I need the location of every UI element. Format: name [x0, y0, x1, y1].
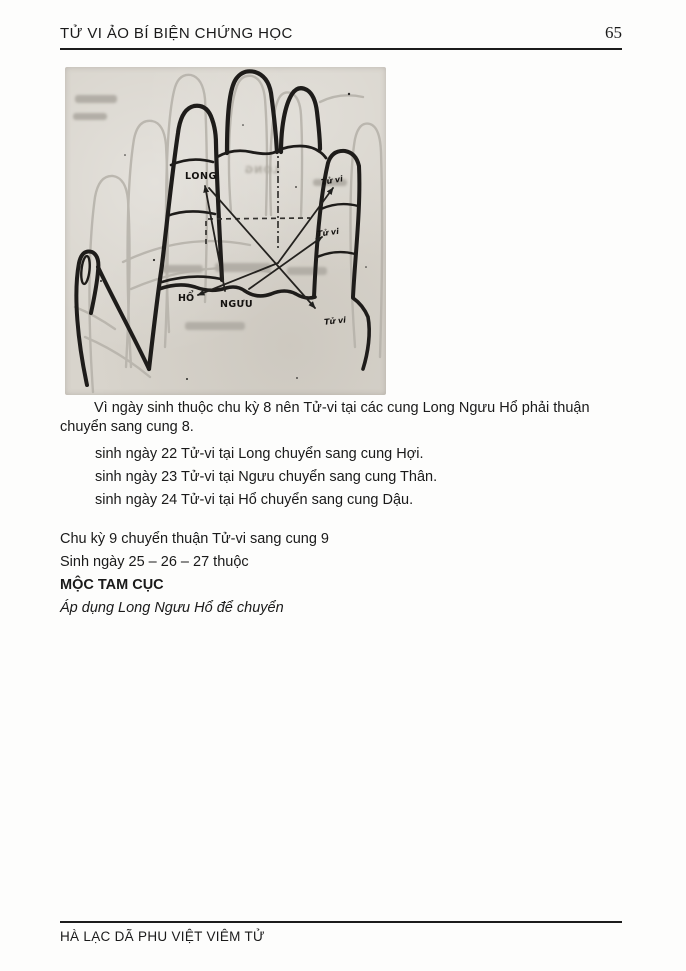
- label-tuvi-top: Tử vi: [320, 174, 344, 187]
- pinky-crease-2: [317, 252, 355, 257]
- label-tuvi-mid: Tử vi: [316, 226, 340, 239]
- pinky-crease-1: [321, 204, 358, 209]
- middle-finger-outline: [227, 71, 277, 153]
- italic-note: Áp dụng Long Ngưu Hổ để chuyển: [60, 600, 284, 616]
- label-ho: HỔ: [178, 293, 195, 304]
- cycle-line: Chu kỳ 9 chuyển thuận Tử-vi sang cung 9: [60, 531, 329, 547]
- index-base-crease: [162, 277, 221, 282]
- paragraph-intro: Vì ngày sinh thuộc chu kỳ 8 nên Tử-vi tại các cung Long Ngưu Hổ phải thuận chuyển sang cung 8.: [60, 400, 590, 435]
- page-number: 65: [605, 23, 622, 42]
- footer-author: HÀ LẠC DÃ PHU VIỆT VIÊM TỬ: [60, 929, 265, 944]
- birth-line: Sinh ngày 25 – 26 – 27 thuộc: [60, 554, 249, 570]
- page-footer: [60, 921, 622, 944]
- arrow-center-to-tuvi-top: [278, 188, 333, 263]
- label-tuvi-bottom: Tử vi: [323, 315, 347, 327]
- running-title: TỬ VI ẢO BÍ BIỆN CHỨNG HỌC: [60, 25, 293, 42]
- day-line: sinh ngày 23 Tử-vi tại Ngưu chuyển sang cung Thân.: [95, 469, 438, 485]
- page-header: [60, 23, 622, 50]
- label-long: LONG: [185, 171, 217, 182]
- thumb-inner-edge: [98, 267, 149, 369]
- thumb-outline: [76, 251, 98, 385]
- day-line: sinh ngày 22 Tử-vi tại Long chuyển sang cung Hợi.: [95, 446, 424, 462]
- section-heading: MỘC TAM CỤC: [60, 577, 164, 593]
- palm-right-edge: [353, 298, 369, 369]
- ghost-long-label: LONG: [243, 165, 279, 176]
- palm-diagram-figure: [65, 67, 386, 395]
- label-nguu: NGƯU: [220, 299, 253, 310]
- day-line: sinh ngày 24 Tử-vi tại Hổ chuyển sang cung Dậu.: [95, 492, 414, 508]
- palm-diagram-svg: [65, 67, 386, 395]
